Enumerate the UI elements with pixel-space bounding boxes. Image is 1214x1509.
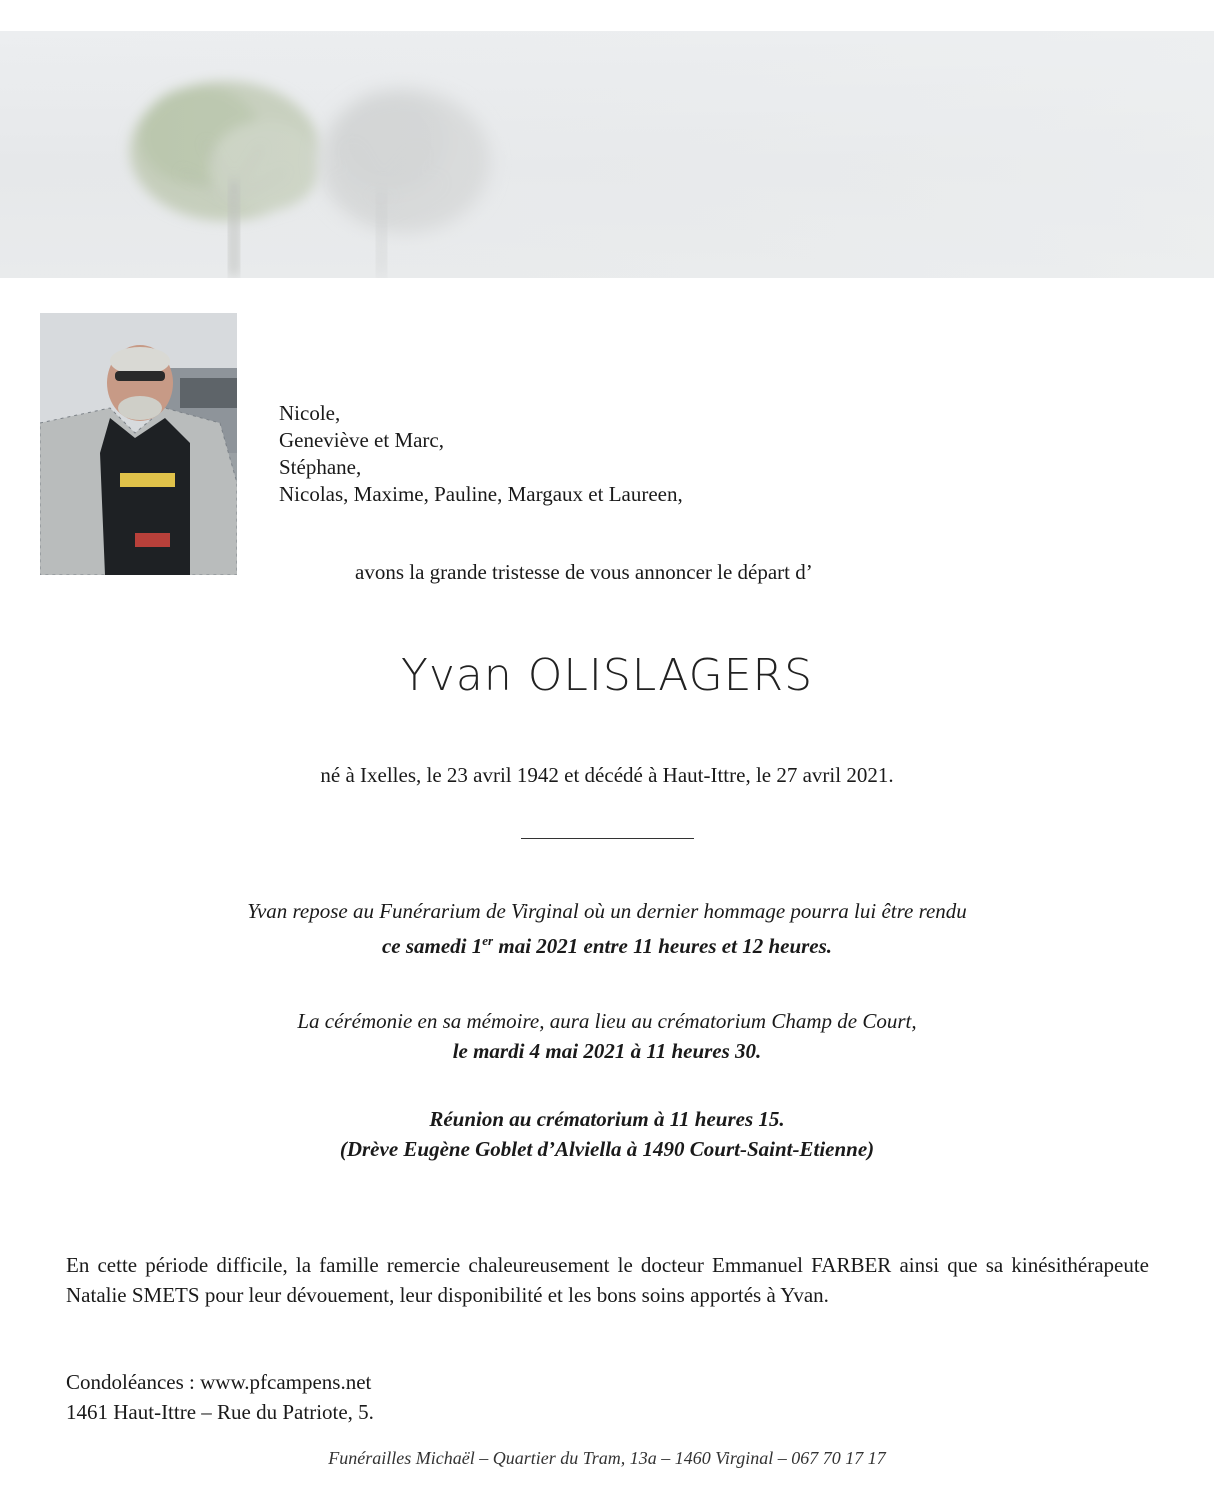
separator-line [521, 838, 694, 839]
funeral-home-footer: Funérailles Michaël – Quartier du Tram, 13a – 1460 Virginal – 067 70 17 17 [328, 1448, 886, 1468]
ceremony-line-1: La cérémonie en sa mémoire, aura lieu au crématorium Champ de Court, [297, 1009, 917, 1033]
family-line: Nicolas, Maxime, Pauline, Margaux et Laureen, [279, 482, 683, 506]
family-line: Nicole, [279, 401, 341, 425]
ceremony-info [0, 1006, 1214, 1066]
deceased-name: Yvan OLISLAGERS [400, 650, 814, 701]
thanks-paragraph: En cette période difficile, la famille remercie chaleureusement le docteur Emmanuel FARBER ainsi que sa kinésithérapeute Natalie SMETS pour leur dévouement, leur disponibilité et les bons soins apportés à Yvan. [66, 1253, 1149, 1307]
viewing-line-2 [0, 926, 1214, 961]
condolences-line: Condoléances : www.pfcampens.net [66, 1370, 372, 1394]
family-line: Stéphane, [279, 455, 362, 479]
header-banner-misty-trees [0, 31, 1214, 278]
family-names [279, 400, 683, 508]
family-line: Geneviève et Marc, [279, 428, 444, 452]
portrait-illustration [40, 313, 237, 575]
viewing-date-pre: ce samedi 1 [381, 934, 483, 958]
misty-trees-illustration [0, 31, 1214, 278]
announcement-text: avons la grande tristesse de vous annoncer le départ d’ [355, 560, 813, 584]
meeting-line-1: Réunion au crématorium à 11 heures 15. [429, 1107, 785, 1131]
viewing-date-sup: er [482, 933, 494, 948]
meeting-line-2: (Drève Eugène Goblet d’Alviella à 1490 Court-Saint-Etienne) [339, 1137, 875, 1161]
address-line: 1461 Haut-Ittre – Rue du Patriote, 5. [66, 1400, 374, 1424]
contact-info [66, 1367, 374, 1427]
viewing-line-1: Yvan repose au Funérarium de Virginal où un dernier hommage pourra lui être rendu [247, 899, 967, 923]
ceremony-line-2: le mardi 4 mai 2021 à 11 heures 30. [452, 1039, 762, 1063]
meeting-info [0, 1104, 1214, 1164]
birth-death-dates: né à Ixelles, le 23 avril 1942 et décédé à Haut-Ittre, le 27 avril 2021. [320, 763, 894, 787]
viewing-date-post: mai 2021 entre 11 heures et 12 heures. [493, 934, 833, 958]
viewing-info [0, 896, 1214, 961]
deceased-portrait-photo [40, 313, 237, 575]
